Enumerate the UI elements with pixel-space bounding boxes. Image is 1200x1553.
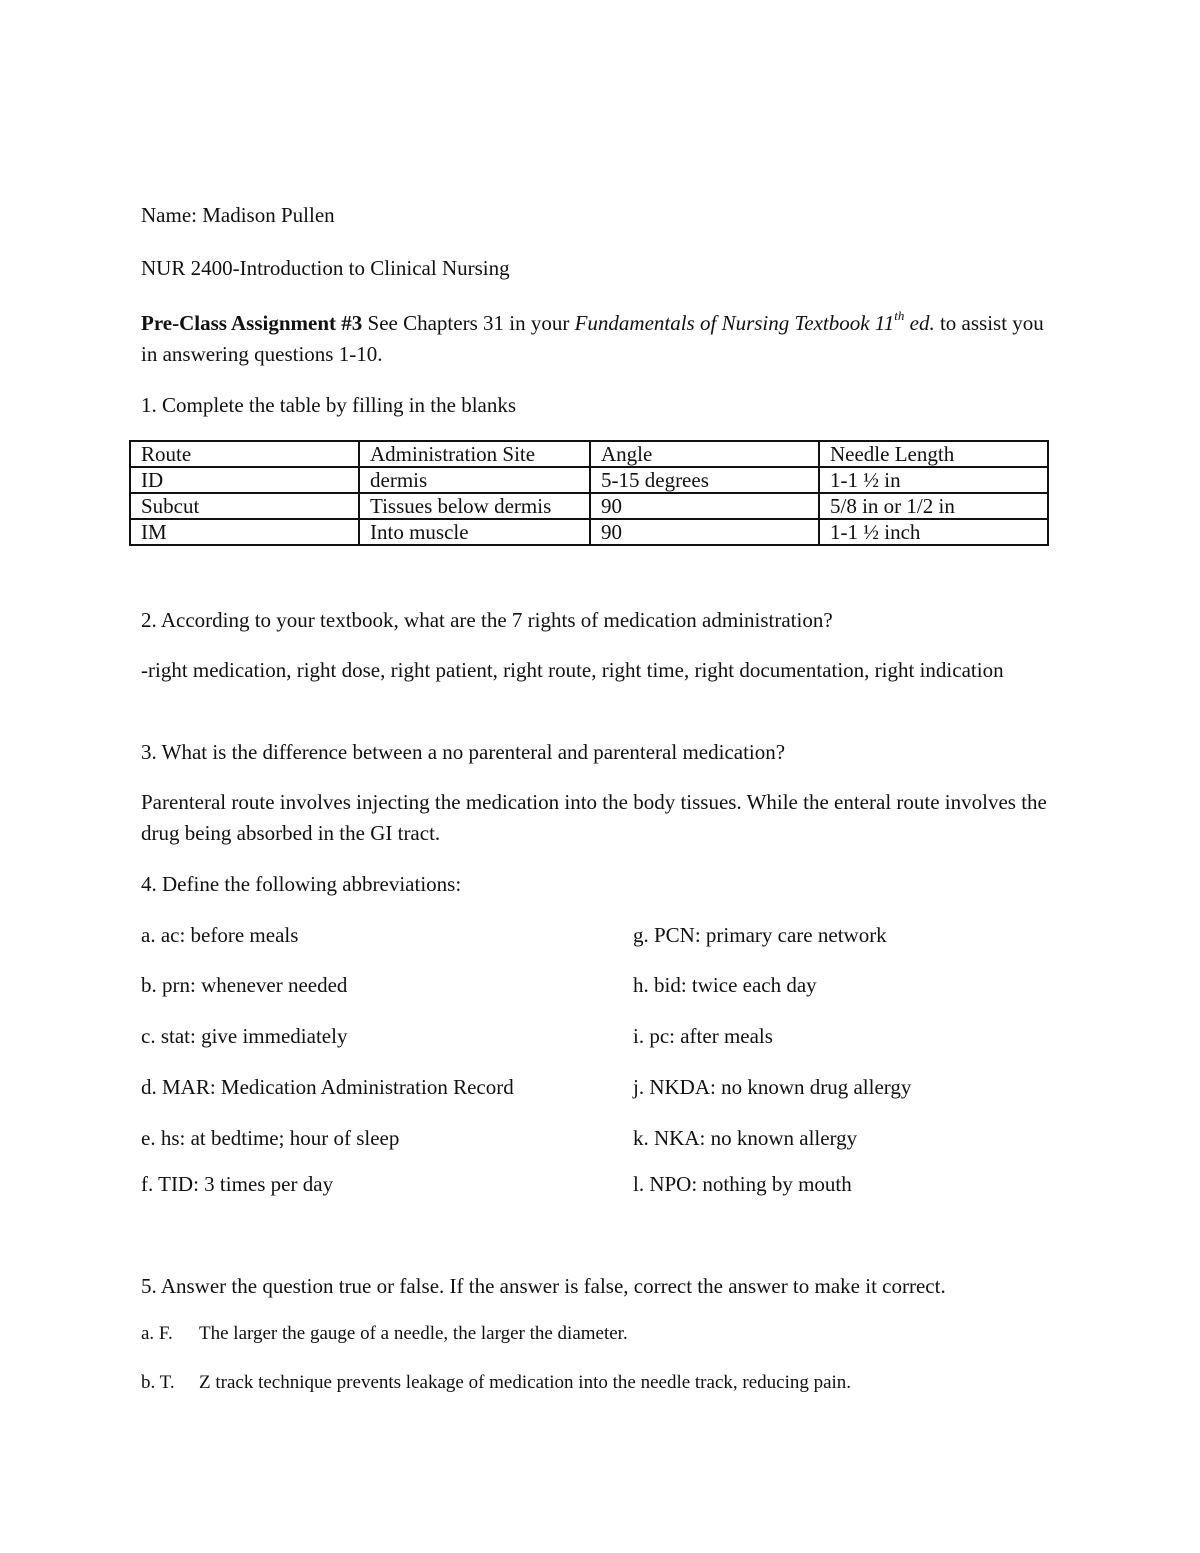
abbreviation-item: c. stat: give immediately (141, 1024, 348, 1048)
abbreviation-item: b. prn: whenever needed (141, 973, 348, 997)
table-row (130, 493, 1048, 519)
table-cell: 90 (590, 519, 819, 545)
true-false-statement: The larger the gauge of a needle, the larger the diameter. (199, 1323, 628, 1344)
table-cell: Tissues below dermis (359, 493, 590, 519)
table-header-cell: Needle Length (819, 441, 1048, 467)
injection-routes-table (129, 440, 1049, 546)
question-1-prompt: 1. Complete the table by filling in the blanks (141, 393, 517, 417)
question-4-prompt: 4. Define the following abbreviations: (141, 872, 462, 896)
question-3-prompt: 3. What is the difference between a no parenteral and parenteral medication? (141, 740, 786, 764)
question-2-answer: -right medication, right dose, right patient, right route, right time, right documentation, right indication (141, 658, 1004, 682)
abbreviation-item: j. NKDA: no known drug allergy (633, 1075, 912, 1099)
abbreviation-item: i. pc: after meals (633, 1024, 773, 1048)
true-false-label: a. F. (141, 1323, 173, 1344)
abbreviation-item: e. hs: at bedtime; hour of sleep (141, 1126, 400, 1150)
true-false-item (141, 1322, 628, 1346)
table-header-cell: Angle (590, 441, 819, 467)
table-cell: Into muscle (359, 519, 590, 545)
table-cell: 1-1 ½ inch (819, 519, 1048, 545)
assignment-intro: Pre-Class Assignment #3 See Chapters 31 in your Fundamentals of Nursing Textbook 11th ed. to assist you in answering questions 1-10. (141, 308, 1044, 366)
abbreviation-item: d. MAR: Medication Administration Record (141, 1075, 514, 1099)
table-cell: dermis (359, 467, 590, 493)
table-cell: 5/8 in or 1/2 in (819, 493, 1048, 519)
table-row (130, 519, 1048, 545)
abbreviation-item: f. TID: 3 times per day (141, 1172, 334, 1196)
table-row (130, 467, 1048, 493)
table-header-cell: Administration Site (359, 441, 590, 467)
table-cell: 90 (590, 493, 819, 519)
true-false-item (141, 1371, 851, 1395)
table-cell: 1-1 ½ in (819, 467, 1048, 493)
abbreviation-item: a. ac: before meals (141, 923, 299, 947)
student-name: Name: Madison Pullen (141, 203, 335, 227)
table-cell: 5-15 degrees (590, 467, 819, 493)
course-title: NUR 2400-Introduction to Clinical Nursing (141, 256, 510, 280)
true-false-label: b. T. (141, 1372, 175, 1393)
table-header-row (130, 441, 1048, 467)
question-3-answer: Parenteral route involves injecting the medication into the body tissues. While the enteral route involves the drug being absorbed in the GI tract. (141, 790, 1047, 845)
assignment-title: Pre-Class Assignment #3 (141, 311, 363, 335)
table-cell: Subcut (130, 493, 359, 519)
abbreviation-item: k. NKA: no known allergy (633, 1126, 858, 1150)
abbreviation-item: g. PCN: primary care network (633, 923, 887, 947)
table-header-cell: Route (130, 441, 359, 467)
question-2-prompt: 2. According to your textbook, what are the 7 rights of medication administration? (141, 608, 833, 632)
true-false-statement: Z track technique prevents leakage of medication into the needle track, reducing pain. (199, 1372, 852, 1393)
abbreviation-item: l. NPO: nothing by mouth (633, 1172, 852, 1196)
abbreviation-item: h. bid: twice each day (633, 973, 817, 997)
textbook-title: Fundamentals of Nursing Textbook 11th ed. (574, 308, 935, 335)
table-cell: IM (130, 519, 359, 545)
question-5-prompt: 5. Answer the question true or false. If the answer is false, correct the answer to make it correct. (141, 1274, 946, 1298)
table-cell: ID (130, 467, 359, 493)
